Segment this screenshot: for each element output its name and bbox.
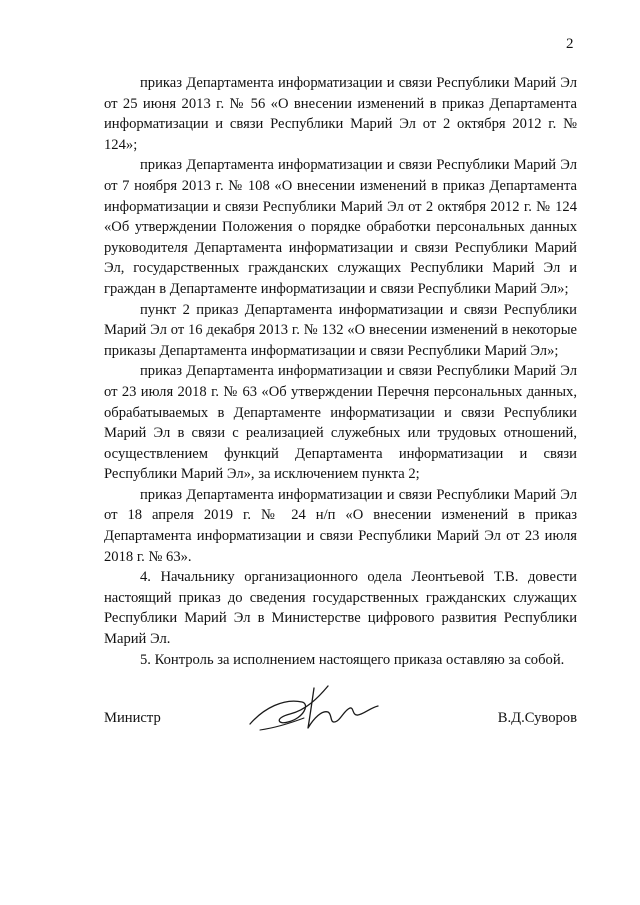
document-body <box>104 73 577 670</box>
signatory-title: Министр <box>104 710 161 726</box>
signature-block <box>104 700 577 740</box>
paragraph-item-4: 4. Начальнику организационного одела Леонтьевой Т.В. довести настоящий приказ до сведения государственных гражданских служащих Республики Марий Эл в Министерстве цифрового развития Республики Марий Эл. <box>104 569 577 648</box>
paragraph-item-5: 5. Контроль за исполнением настоящего приказа оставляю за собой. <box>140 651 565 668</box>
paragraph-order-2018-63: приказ Департамента информатизации и связи Республики Марий Эл от 23 июля 2018 г. № 63 «Об утверждении Перечня персональных данных, обрабатываемых в Департаменте информатизации и связи Республики Марий Эл в связи с реализацией служебных или трудовых отношений, осуществлением функций Департамента информатизации и связи Республики Марий Эл», за исключением пункта 2; <box>104 363 577 483</box>
paragraph-order-2013-108: приказ Департамента информатизации и связи Республики Марий Эл от 7 ноября 2013 г. № 108 «О внесении изменений в приказ Департамента информатизации и связи Республики Марий Эл от 2 октября 2012 г. № 124 «Об утверждении Положения о порядке обработки персональных данных руководителя Департамента информатизации и связи Республики Марий Эл, государственных гражданских служащих Республики Марий Эл и граждан в Департаменте информатизации и связи Республики Марий Эл»; <box>104 157 577 297</box>
handwritten-signature <box>244 678 384 738</box>
paragraph-order-2013-56: приказ Департамента информатизации и связи Республики Марий Эл от 25 июня 2013 г. № 56 «О внесении изменений в приказ Департамента информатизации и связи Республики Марий Эл от 2 октября 2012 г. № 124»; <box>104 75 577 153</box>
paragraph-order-2013-132: пункт 2 приказ Департамента информатизации и связи Республики Марий Эл от 16 декабря 2013 г. № 132 «О внесении изменений в некоторые приказы Департамента информатизации и связи Республики Марий Эл»; <box>104 301 577 359</box>
signatory-name: В.Д.Суворов <box>497 710 577 726</box>
paragraph-order-2019-24: приказ Департамента информатизации и связи Республики Марий Эл от 18 апреля 2019 г. № 24 н/п «О внесении изменений в приказ Департамента информатизации и связи Республики Марий Эл от 23 июля 2018 г. № 63». <box>104 486 577 565</box>
page-number: 2 <box>566 36 574 52</box>
